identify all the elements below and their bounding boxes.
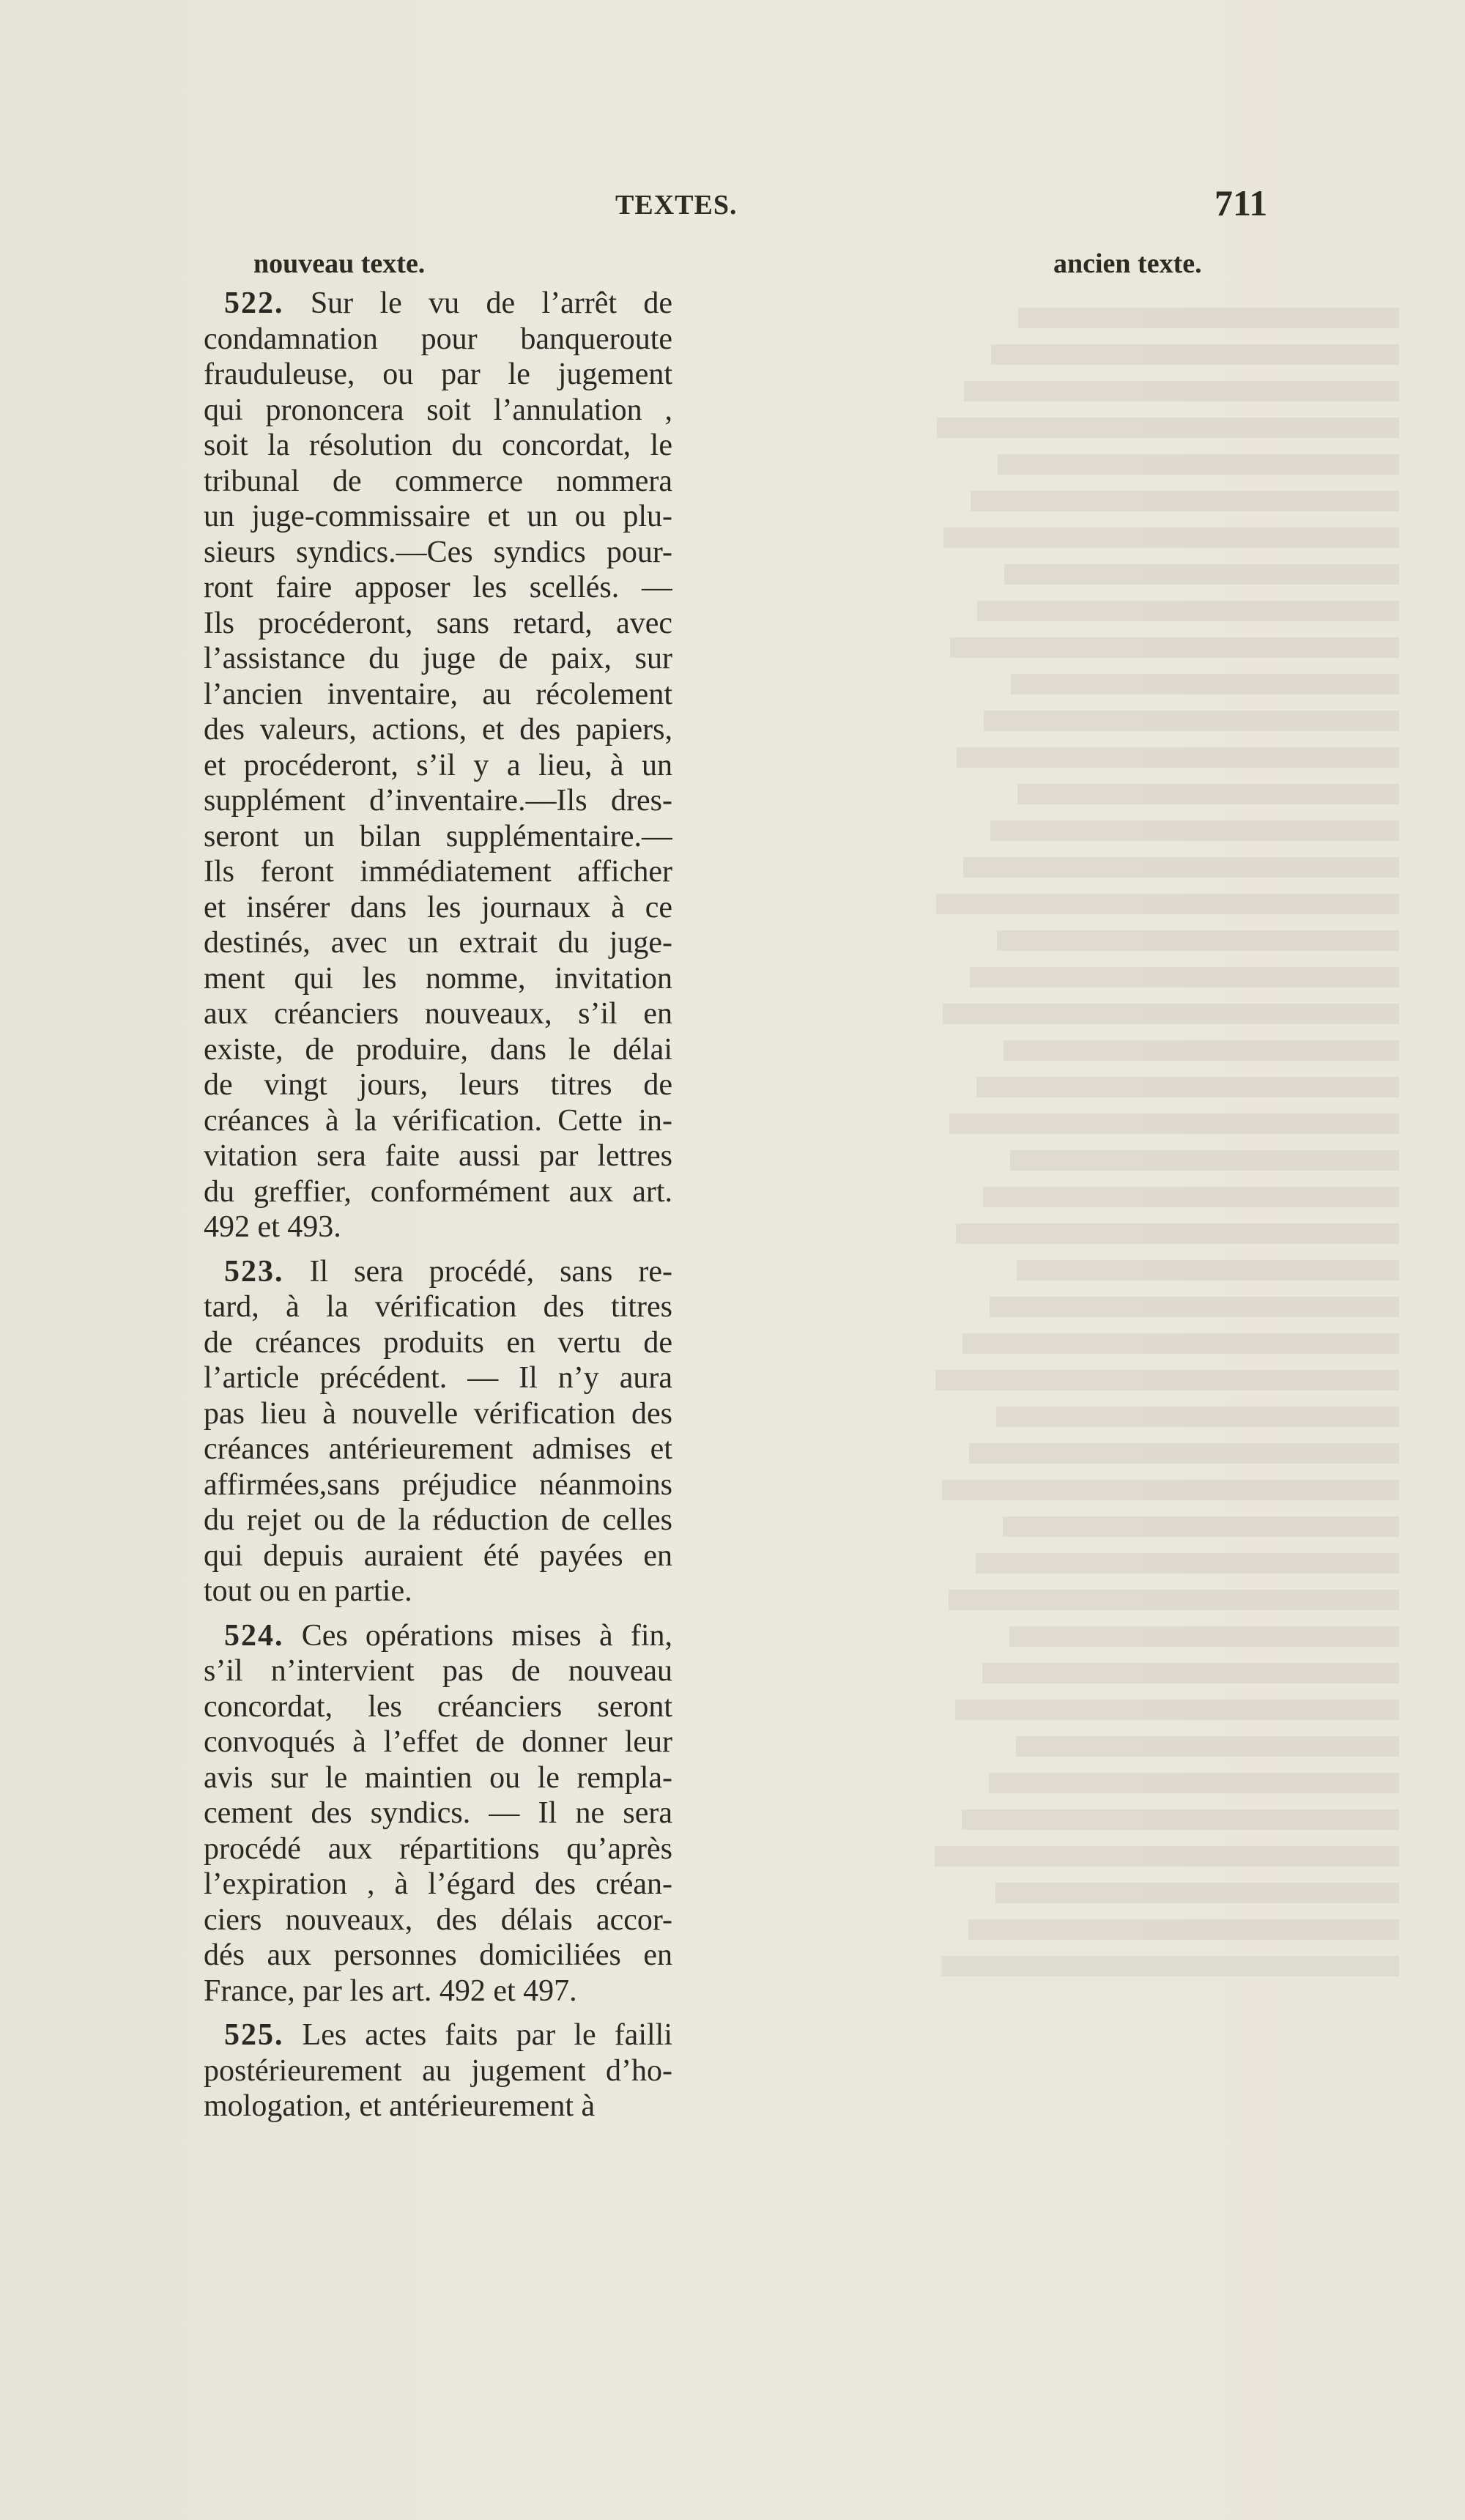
show-through-line bbox=[977, 601, 1399, 621]
article-text-line: s’il n’intervient pas de nouveau bbox=[204, 1654, 672, 1688]
article-first-line bbox=[204, 1254, 672, 1290]
article-text-line: qui depuis auraient été payées en bbox=[204, 1538, 672, 1573]
article-text-line: ront faire apposer les scellés. — bbox=[204, 571, 672, 604]
show-through-line bbox=[962, 1809, 1399, 1830]
article-text-line: un juge-commissaire et un ou plu- bbox=[204, 500, 672, 533]
show-through-line bbox=[982, 1663, 1399, 1683]
show-through-line bbox=[976, 1077, 1399, 1097]
show-through-line bbox=[949, 1590, 1399, 1610]
article-paragraph bbox=[204, 2017, 672, 2124]
article-text-line: soit la résolution du concordat, le bbox=[204, 429, 672, 462]
article-text-line: l’ancien inventaire, au récolement bbox=[204, 677, 672, 711]
article-number: 524. bbox=[224, 1618, 284, 1653]
article-text-line: créances à la vérification. Cette in- bbox=[204, 1103, 672, 1138]
article-first-line-text: Ces opérations mises à fin, bbox=[283, 1618, 672, 1653]
show-through-line bbox=[1011, 674, 1399, 694]
article-text-line: 492 et 493. bbox=[204, 1210, 341, 1244]
article-text-line: Ils feront immédiatement afficher bbox=[204, 855, 672, 889]
show-through-line bbox=[937, 418, 1399, 438]
show-through-line bbox=[943, 1004, 1399, 1024]
article-first-line-text: Il sera procédé, sans re- bbox=[283, 1254, 672, 1289]
article-first-line bbox=[204, 2017, 672, 2053]
article-text-line: et procéderont, s’il y a lieu, à un bbox=[204, 748, 672, 782]
article-text-line: France, par les art. 492 et 497. bbox=[204, 1974, 577, 2008]
article-text-line: et insérer dans les journaux à ce bbox=[204, 890, 672, 924]
show-through-line bbox=[1016, 1736, 1399, 1757]
show-through-line bbox=[976, 1553, 1399, 1574]
article-text-line: postérieurement au jugement d’ho- bbox=[204, 2053, 672, 2088]
show-through-line bbox=[989, 1773, 1399, 1793]
article-text-line: pas lieu à nouvelle vérification des bbox=[204, 1396, 672, 1431]
show-through-line bbox=[969, 1443, 1399, 1464]
show-through-line bbox=[936, 894, 1399, 914]
new-text-column bbox=[204, 286, 672, 2133]
article-text-line: de vingt jours, leurs titres de bbox=[204, 1068, 672, 1102]
article-paragraph bbox=[204, 1618, 672, 2009]
show-through-line bbox=[998, 454, 1399, 475]
article-text-line: cement des syndics. — Il ne sera bbox=[204, 1796, 672, 1830]
article-text-line: des valeurs, actions, et des papiers, bbox=[204, 713, 672, 746]
article-text-line: ment qui les nomme, invitation bbox=[204, 961, 672, 996]
article-text-line: sieurs syndics.—Ces syndics pour- bbox=[204, 535, 672, 569]
show-through-line bbox=[984, 711, 1399, 731]
article-text-line: du greffier, conformément aux art. bbox=[204, 1174, 672, 1209]
article-text-line: tribunal de commerce nommera bbox=[204, 464, 672, 498]
article-text-line: concordat, les créanciers seront bbox=[204, 1689, 672, 1724]
article-text-line: procédé aux répartitions qu’après bbox=[204, 1831, 672, 1866]
article-text-line: mologation, et antérieurement à bbox=[204, 2089, 596, 2123]
show-through-line bbox=[990, 820, 1399, 841]
article-text-line: supplément d’inventaire.—Ils dres- bbox=[204, 784, 672, 818]
article-text-line: créances antérieurement admises et bbox=[204, 1432, 672, 1466]
show-through-line bbox=[996, 1407, 1399, 1427]
show-through-line bbox=[991, 344, 1399, 365]
article-first-line bbox=[204, 1618, 672, 1654]
article-text-line: seront un bilan supplémentaire.— bbox=[204, 819, 672, 853]
show-through-line bbox=[955, 1700, 1399, 1720]
show-through-line bbox=[1004, 1040, 1399, 1061]
article-text-line: tard, à la vérification des titres bbox=[204, 1290, 672, 1324]
show-through-line bbox=[1004, 564, 1399, 585]
show-through-line bbox=[983, 1187, 1399, 1207]
article-text-line: avis sur le maintien ou le rempla- bbox=[204, 1760, 672, 1795]
article-text-line: existe, de produire, dans le délai bbox=[204, 1032, 672, 1067]
article-text-line: aux créanciers nouveaux, s’il en bbox=[204, 997, 672, 1031]
show-through-line bbox=[1017, 1260, 1399, 1281]
page-number: 711 bbox=[1214, 182, 1268, 223]
show-through-line bbox=[990, 1297, 1399, 1317]
show-through-line bbox=[1010, 1150, 1399, 1171]
show-through-line bbox=[997, 930, 1399, 951]
article-text-line: convoqués à l’effet de donner leur bbox=[204, 1725, 672, 1759]
article-text-line: l’article précédent. — Il n’y aura bbox=[204, 1361, 672, 1395]
article-text-line: l’assistance du juge de paix, sur bbox=[204, 642, 672, 675]
show-through-line bbox=[964, 381, 1399, 401]
article-text-line: Ils procéderont, sans retard, avec bbox=[204, 606, 672, 640]
article-text-line: l’expiration , à l’égard des créan- bbox=[204, 1867, 672, 1901]
show-through-line bbox=[1017, 784, 1399, 804]
column-heading-old-text: ancien texte. bbox=[1053, 248, 1202, 279]
show-through-line bbox=[950, 637, 1399, 658]
article-text-line: tout ou en partie. bbox=[204, 1574, 412, 1608]
show-through-line bbox=[949, 1113, 1399, 1134]
article-first-line bbox=[204, 286, 672, 322]
show-through-line bbox=[941, 1956, 1399, 1976]
article-text-line: destinés, avec un extrait du juge- bbox=[204, 926, 672, 960]
article-number: 525. bbox=[224, 2018, 284, 2052]
show-through-line bbox=[1003, 1516, 1399, 1537]
article-text-line: vitation sera faite aussi par lettres bbox=[204, 1139, 672, 1173]
article-text-line: de créances produits en vertu de bbox=[204, 1325, 672, 1360]
article-paragraph bbox=[204, 1254, 672, 1609]
article-number: 522. bbox=[224, 286, 284, 320]
article-text-line: frauduleuse, ou par le jugement bbox=[204, 357, 672, 391]
show-through-line bbox=[968, 1919, 1399, 1940]
article-first-line-text: Sur le vu de l’arrêt de bbox=[283, 286, 672, 320]
show-through-line bbox=[971, 491, 1399, 511]
column-heading-new-text: nouveau texte. bbox=[253, 248, 426, 279]
article-text-line: qui prononcera soit l’annulation , bbox=[204, 393, 672, 427]
article-first-line-text: Les actes faits par le failli bbox=[283, 2018, 672, 2052]
article-text-line: du rejet ou de la réduction de celles bbox=[204, 1503, 672, 1537]
article-text-line: affirmées,sans préjudice néanmoins bbox=[204, 1467, 672, 1502]
show-through-line bbox=[963, 857, 1399, 878]
article-text-line: dés aux personnes domiciliées en bbox=[204, 1938, 672, 1972]
show-through-line bbox=[943, 527, 1399, 548]
article-paragraph bbox=[204, 286, 672, 1245]
show-through-line bbox=[963, 1333, 1399, 1354]
show-through-line bbox=[1018, 308, 1399, 328]
article-number: 523. bbox=[224, 1254, 284, 1289]
show-through-line bbox=[1009, 1626, 1399, 1647]
article-text-line: ciers nouveaux, des délais accor- bbox=[204, 1902, 672, 1937]
show-through-line bbox=[935, 1370, 1399, 1390]
show-through-line bbox=[935, 1846, 1399, 1867]
show-through-ghost-text bbox=[732, 0, 1450, 2520]
show-through-line bbox=[995, 1883, 1399, 1903]
running-title: TEXTES. bbox=[615, 190, 738, 220]
show-through-line bbox=[970, 967, 1399, 987]
article-text-line: condamnation pour banqueroute bbox=[204, 322, 672, 356]
show-through-line bbox=[957, 747, 1399, 768]
show-through-line bbox=[942, 1480, 1399, 1500]
show-through-line bbox=[956, 1223, 1399, 1244]
